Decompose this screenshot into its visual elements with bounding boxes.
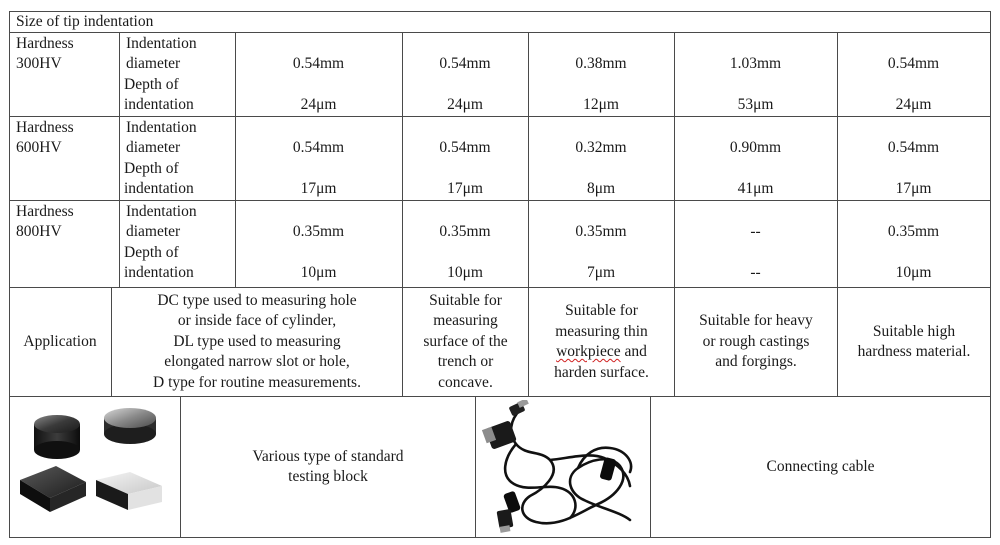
application-col3 — [529, 288, 674, 396]
hardness-value: 600HV — [16, 139, 62, 156]
app-text-line: trench or — [437, 353, 494, 371]
measure-label: indentation — [124, 264, 194, 281]
indentation-depth-value: 24μm — [447, 96, 483, 113]
row-separator — [9, 200, 991, 201]
indentation-diameter-value: 0.35mm — [439, 223, 491, 240]
application-col1 — [112, 288, 402, 396]
application-col5 — [838, 288, 990, 396]
indentation-diameter-value: 0.54mm — [439, 55, 491, 72]
indentation-diameter-value: 0.54mm — [439, 139, 491, 156]
indentation-diameter-value: 0.54mm — [292, 139, 345, 156]
indentation-depth-value: 17μm — [895, 180, 932, 197]
measure-label: indentation — [124, 96, 194, 113]
app-text-line — [554, 342, 649, 363]
indentation-depth-value: 12μm — [583, 96, 619, 113]
table-border-right — [990, 11, 991, 538]
indentation-diameter-value: -- — [750, 223, 761, 240]
app-text-line: or inside face of cylinder, — [177, 312, 337, 330]
indentation-depth-value: 24μm — [300, 96, 337, 113]
indentation-diameter-value: 0.90mm — [729, 139, 782, 156]
indentation-depth-value: 7μm — [586, 264, 616, 281]
measure-label: Depth of — [124, 244, 179, 261]
testing-blocks-photo — [14, 400, 176, 534]
indentation-diameter-value: 0.54mm — [887, 139, 940, 156]
app-text-line: Suitable for — [429, 291, 502, 309]
application-label — [9, 288, 111, 396]
table-border-bottom — [9, 537, 991, 538]
indentation-depth-value: -- — [750, 264, 761, 281]
spellcheck-word: workpiece — [556, 343, 621, 360]
indentation-diameter-value: 0.38mm — [575, 55, 627, 72]
hardness-value: 300HV — [16, 55, 62, 72]
app-text-line: concave. — [438, 373, 493, 391]
app-text-line: Suitable for heavy — [699, 312, 813, 330]
app-text-fragment: and — [620, 343, 647, 360]
testing-block-text: Various type of standard — [252, 447, 404, 465]
hardness-label: Hardness — [16, 203, 74, 220]
hardness-label: Hardness — [16, 119, 74, 136]
measure-label: diameter — [126, 223, 181, 240]
connecting-cable-text: Connecting cable — [766, 457, 875, 475]
measure-label: Depth of — [124, 160, 179, 177]
indentation-depth-value: 17μm — [300, 180, 337, 197]
app-text-line: DC type used to measuring hole — [157, 291, 357, 309]
indentation-diameter-value: 0.35mm — [887, 223, 940, 240]
indentation-depth-value: 8μm — [586, 180, 616, 197]
app-text-line: DL type used to measuring — [173, 332, 341, 350]
indentation-diameter-value: 0.54mm — [887, 55, 940, 72]
app-text-line: surface of the — [423, 332, 508, 350]
indentation-depth-value: 17μm — [447, 180, 483, 197]
measure-label: Indentation — [126, 35, 197, 52]
app-text-line: measuring thin — [555, 322, 648, 340]
indentation-diameter-value: 0.35mm — [292, 223, 345, 240]
col-separator — [119, 32, 120, 287]
usb-cable-photo — [480, 400, 646, 534]
indentation-diameter-value: 0.32mm — [575, 139, 627, 156]
app-text-line: hardness material. — [857, 343, 971, 360]
measure-label: indentation — [124, 180, 194, 197]
indentation-diameter-value: 0.35mm — [575, 223, 627, 240]
app-text-line: Suitable for — [565, 302, 638, 319]
app-text-line: and forgings. — [715, 353, 797, 371]
measure-label: diameter — [126, 139, 181, 156]
indentation-depth-value: 53μm — [737, 96, 774, 113]
app-text-line: elongated narrow slot or hole, — [164, 353, 350, 371]
connecting-cable-label — [651, 397, 990, 537]
application-col2 — [403, 288, 528, 396]
hardness-label: Hardness — [16, 35, 74, 52]
application-col4 — [675, 288, 837, 396]
app-text-line: measuring — [433, 312, 498, 330]
measure-label: Depth of — [124, 76, 179, 93]
testing-block-text: testing block — [288, 468, 368, 485]
col-separator — [475, 396, 476, 537]
indentation-diameter-value: 0.54mm — [292, 55, 345, 72]
testing-block-label — [181, 397, 475, 537]
app-text-line: D type for routine measurements. — [153, 373, 361, 391]
indentation-depth-value: 24μm — [895, 96, 932, 113]
hardness-value: 800HV — [16, 223, 62, 240]
table-caption: Size of tip indentation — [16, 13, 154, 30]
app-text-line: harden surface. — [554, 363, 649, 381]
table-border-left — [9, 11, 10, 538]
indentation-depth-value: 41μm — [737, 180, 774, 197]
measure-label: diameter — [126, 55, 181, 72]
measure-label: Indentation — [126, 119, 197, 136]
measure-label: Indentation — [126, 203, 197, 220]
app-text-line: or rough castings — [702, 332, 810, 350]
indentation-depth-value: 10μm — [300, 264, 337, 281]
indentation-depth-value: 10μm — [447, 264, 483, 281]
row-separator — [9, 116, 991, 117]
application-label-text: Application — [23, 332, 97, 350]
indentation-diameter-value: 1.03mm — [729, 55, 782, 72]
app-text-line: Suitable high — [872, 322, 956, 340]
indentation-depth-value: 10μm — [895, 264, 932, 281]
